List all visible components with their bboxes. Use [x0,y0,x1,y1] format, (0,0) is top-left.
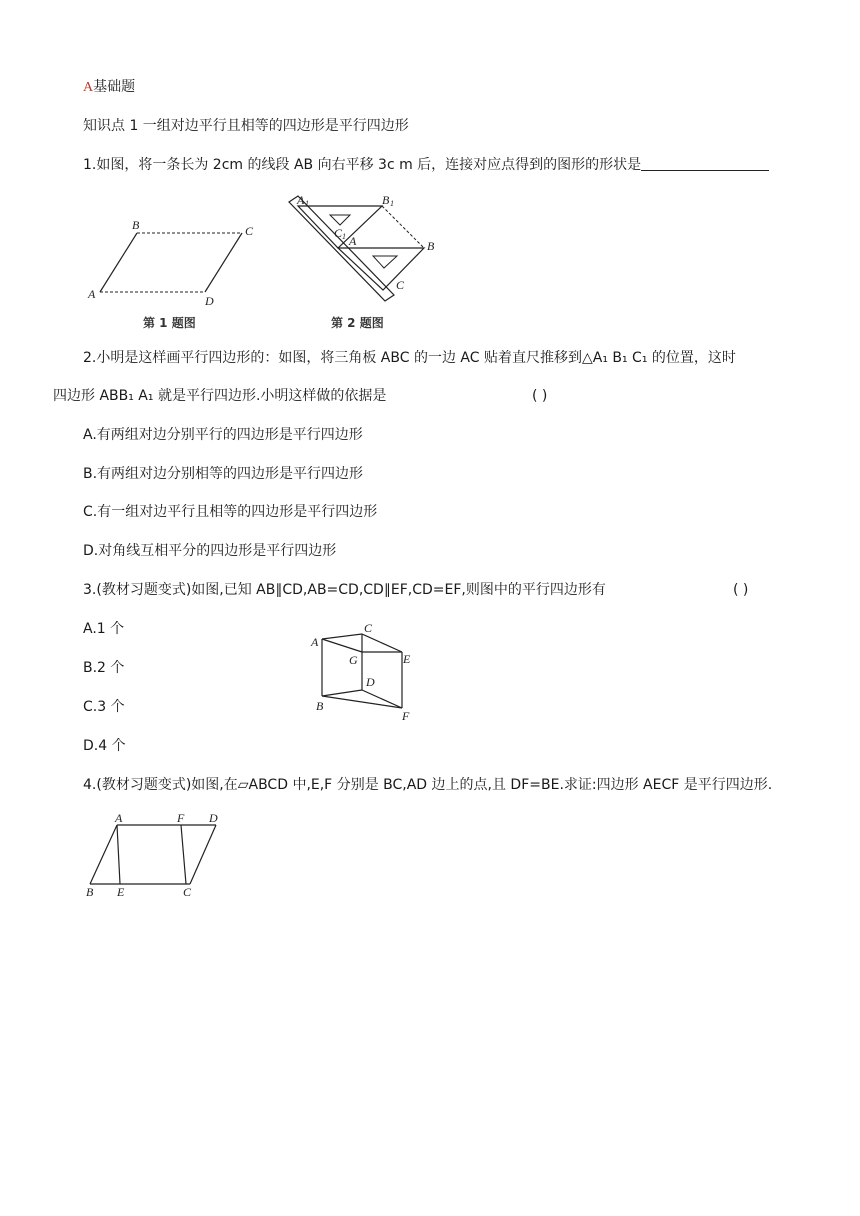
figure-3 [305,618,430,723]
svg-text:1: 1 [390,199,394,208]
fig1-label-c: C [245,224,254,238]
fig3-label-e: E [403,652,411,666]
fig1-caption: 第 1 题图 [143,316,196,330]
fig3-label-a: A [311,635,319,649]
section-letter: A [83,80,94,95]
question-1 [83,155,769,175]
fig4-label-a: A [115,811,123,825]
question-4-text: 4.(教材习题变式)如图,在▱ABCD 中,E,F 分别是 BC,AD 边上的点,且 DF=BE.求证:四边形 AECF 是平行四边形. [83,777,773,793]
q3-option-b: B.2 个 [83,660,125,676]
question-3-answer-paren: ( ) [733,582,749,598]
fig4-label-d: D [209,811,218,825]
fig2-label-b1: B [382,193,390,207]
fig4-label-f: F [177,811,185,825]
fig4-label-b: B [86,885,94,899]
fig1-label-a: A [88,287,96,301]
fig2-label-a1: A [297,193,305,207]
question-2-answer-paren: ( ) [532,388,548,404]
question-2-line-2: 四边形 ABB₁ A₁ 就是平行四边形.小明这样做的依据是 [53,388,387,404]
fig2-caption: 第 2 题图 [331,316,384,330]
fig1-label-b: B [132,218,140,232]
fig2-label-a: A [349,234,357,248]
figure-2 [285,188,455,335]
q3-option-c: C.3 个 [83,699,125,715]
q3-option-d: D.4 个 [83,738,126,754]
fig4-label-c: C [183,885,192,899]
question-3-text: 3.(教材习题变式)如图,已知 AB∥CD,AB=CD,CD∥EF,CD=EF,则图中的平行四边形有 [83,582,606,598]
fig3-label-d: D [366,675,375,689]
fig3-label-c: C [364,621,373,635]
figure-1 [80,215,270,335]
answer-blank [641,156,769,171]
svg-text:1: 1 [342,232,346,241]
fig2-label-c: C [396,278,405,292]
question-1-text: 1.如图，将一条长为 2cm 的线段 AB 向右平移 3c m 后，连接对应点得到的图形的形状是 [83,157,642,173]
fig1-label-d: D [205,294,214,308]
fig4-label-e: E [117,885,125,899]
fig2-label-c1: C [334,226,343,240]
section-header [83,77,135,98]
fig3-label-f: F [402,709,410,723]
knowledge-point: 知识点 1 一组对边平行且相等的四边形是平行四边形 [83,118,409,134]
q3-option-a: A.1 个 [83,621,125,637]
svg-text:1: 1 [305,199,309,208]
q2-option-a: A.有两组对边分别平行的四边形是平行四边形 [83,427,363,443]
q2-option-b: B.有两组对边分别相等的四边形是平行四边形 [83,466,364,482]
q2-option-c: C.有一组对边平行且相等的四边形是平行四边形 [83,504,378,520]
q2-option-d: D.对角线互相平分的四边形是平行四边形 [83,543,337,559]
fig3-label-g: G [349,653,358,667]
question-2-line-1: 2.小明是这样画平行四边形的：如图，将三角板 ABC 的一边 AC 贴着直尺推移到△A₁ B₁ C₁ 的位置，这时 [83,350,736,366]
section-title: 基础题 [93,79,136,95]
fig3-label-b: B [316,699,324,713]
fig2-label-b: B [427,239,435,253]
figure-4 [80,808,230,903]
